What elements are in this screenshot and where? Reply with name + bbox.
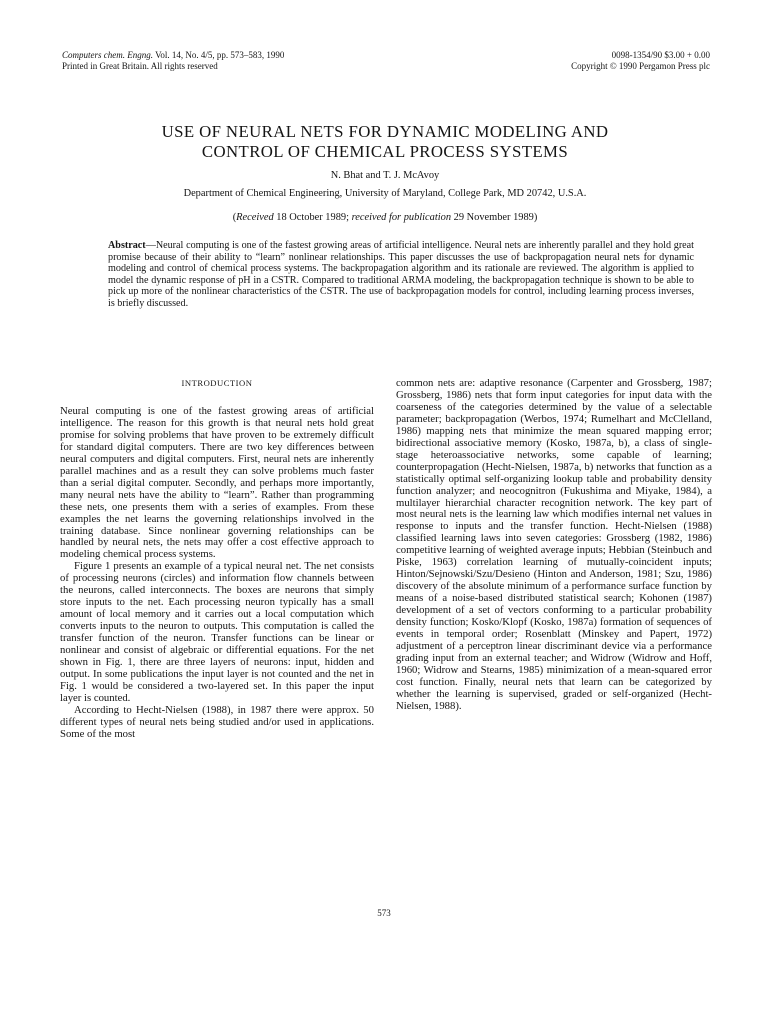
- title-line-2: CONTROL OF CHEMICAL PROCESS SYSTEMS: [201, 142, 569, 161]
- left-column: [60, 378, 374, 741]
- paragraph: According to Hecht-Nielsen (1988), in 1987 there were approx. 50 different types of neural nets being studied and/or used in applications. Some of the most: [60, 703, 374, 740]
- journal-name: Computers chem. Engng.: [62, 50, 153, 60]
- paragraph: Neural computing is one of the fastest growing areas of artificial intelligence. The reason for this growth is that neural nets hold great promise for solving problems that have proven to be extremely difficult for standard digital computers. There are two key differences between neural computers and digital computers. First, neural nets are inherently parallel machines and as a result they can solve problems much faster than a serial digital computer. Secondly, and perhaps more importantly, many neural nets have the ability to “learn”. Rather than programming these nets, one presents them with a series of examples. From these examples the net learns the governing relationships involved in the training database. Since nonlinear governing relationships can be handled by neural nets, the nets may offer a cost effective approach to modeling chemical process systems.: [60, 405, 374, 561]
- publication-date: 29 November 1989): [451, 212, 538, 223]
- page-number: 573: [377, 908, 391, 918]
- received-open: (: [232, 212, 237, 223]
- paragraph: common nets are: adaptive resonance (Carpenter and Grossberg, 1987; Grossberg, 1986) nets that form input categories for input data with the coarseness of the categories determined by the value of a selectable parameter; backpropagation (Werbos, 1974; Rumelhart and McClelland, 1986) mapping nets that minimize the mean squared mapping error; bidirectional associative memory (Kosko, 1987a, b), a class of single-stage heteroassociative networks, some capable of learning; counterpropagation (Hecht-Nielsen, 1987a, b) networks that function as a statistically optimal self-organizing lookup table and probability density function analyzer; and neocognitron (Fukushima and Miyake, 1984), a multilayer hierarchial character recognition network. The key part of most neural nets is the learning law which modifies internal net values in response to inputs and the transfer function. Hecht-Nielsen (1988) classified learning laws into seven categories: Grossberg (1982, 1986) competitive learning of weighted average inputs; Hebbian (Steinbuch and Piske, 1963) correlation learning of mutually-coincident inputs; Hinton/Sejnowski/Szu/Desieno (Hinton and Anderson, 1981; Szu, 1986) discovery of the absolute minimum of a performance surface function by means of a noise-based distributed statistical search; Kohonen (1987) development of a set of vectors conforming to a particular probability density function; Kosko/Klopf (Kosko, 1987a) formation of sequences of events in temporal order; Rosenblatt (Minskey and Papert, 1972) adjustment of a perceptron linear discriminant device via a performance grading input from an external teacher; and Widrow (Widrow and Hoff, 1960; Widrow and Stearns, 1985) minimization of a mean-squared error cost function. Finally, neural nets that learn can be categorized by whether the learning is supervised, graded or self-organized (Hecht-Nielsen, 1988).: [396, 377, 712, 712]
- title-line-1: USE OF NEURAL NETS FOR DYNAMIC MODELING AND: [161, 122, 609, 141]
- abstract-text: —Neural computing is one of the fastest growing areas of artificial intelligence. Neural nets are inherently parallel and they hold great promise because of their ability to “learn” nonlinear relationships. This paper discusses the use of backpropagation neural nets for dynamic modeling and control of chemical process systems. The backpropagation algorithm and its rationale are reviewed. The algorithm is applied to model the dynamic response of pH in a CSTR. Compared to traditional ARMA modeling, the backpropagation technique is shown to be able to pick up more of the nonlinear characteristics of the CSTR. The use of backpropagation models for control, including learning process inverses, is briefly discussed.: [108, 240, 694, 309]
- printed-notice: Printed in Great Britain. All rights reserved: [62, 61, 218, 71]
- abstract-label: Abstract: [108, 240, 146, 251]
- paper-title: [60, 122, 710, 162]
- affiliation: Department of Chemical Engineering, University of Maryland, College Park, MD 20742, U.S.A.: [183, 188, 587, 199]
- journal-header: [62, 50, 284, 72]
- received-date: 18 October 1989;: [273, 212, 352, 223]
- issn-price: 0098-1354/90 $3.00 + 0.00: [611, 50, 710, 60]
- abstract: [108, 240, 694, 310]
- authors: N. Bhat and T. J. McAvoy: [330, 170, 440, 181]
- paragraph: Figure 1 presents an example of a typical neural net. The net consists of processing neurons (circles) and information flow channels between the neurons, called interconnects. The boxes are neurons that simply store inputs to the net. Each processing neuron typically has a small amount of local memory and it carries out a local computation which converts inputs to the neuron to outputs. This computation is called the transfer function of the neuron. Transfer functions can be linear or nonlinear and consist of algebraic or differential equations. For the net shown in Fig. 1, there are three layers of neurons: input, hidden and output. In some publications the input layer is not counted and the net in Fig. 1 would be considered a two-layered set. In this paper the input layer is counted.: [60, 560, 374, 704]
- journal-citation: Vol. 14, No. 4/5, pp. 573–583, 1990: [155, 50, 285, 60]
- copyright-header: [571, 50, 710, 72]
- right-column: [396, 378, 712, 713]
- copyright-line: Copyright © 1990 Pergamon Press plc: [571, 61, 710, 71]
- received-dates: [60, 212, 710, 223]
- received-label: Received: [236, 212, 274, 223]
- section-heading-introduction: INTRODUCTION: [181, 378, 253, 388]
- publication-label: received for publication: [351, 212, 452, 223]
